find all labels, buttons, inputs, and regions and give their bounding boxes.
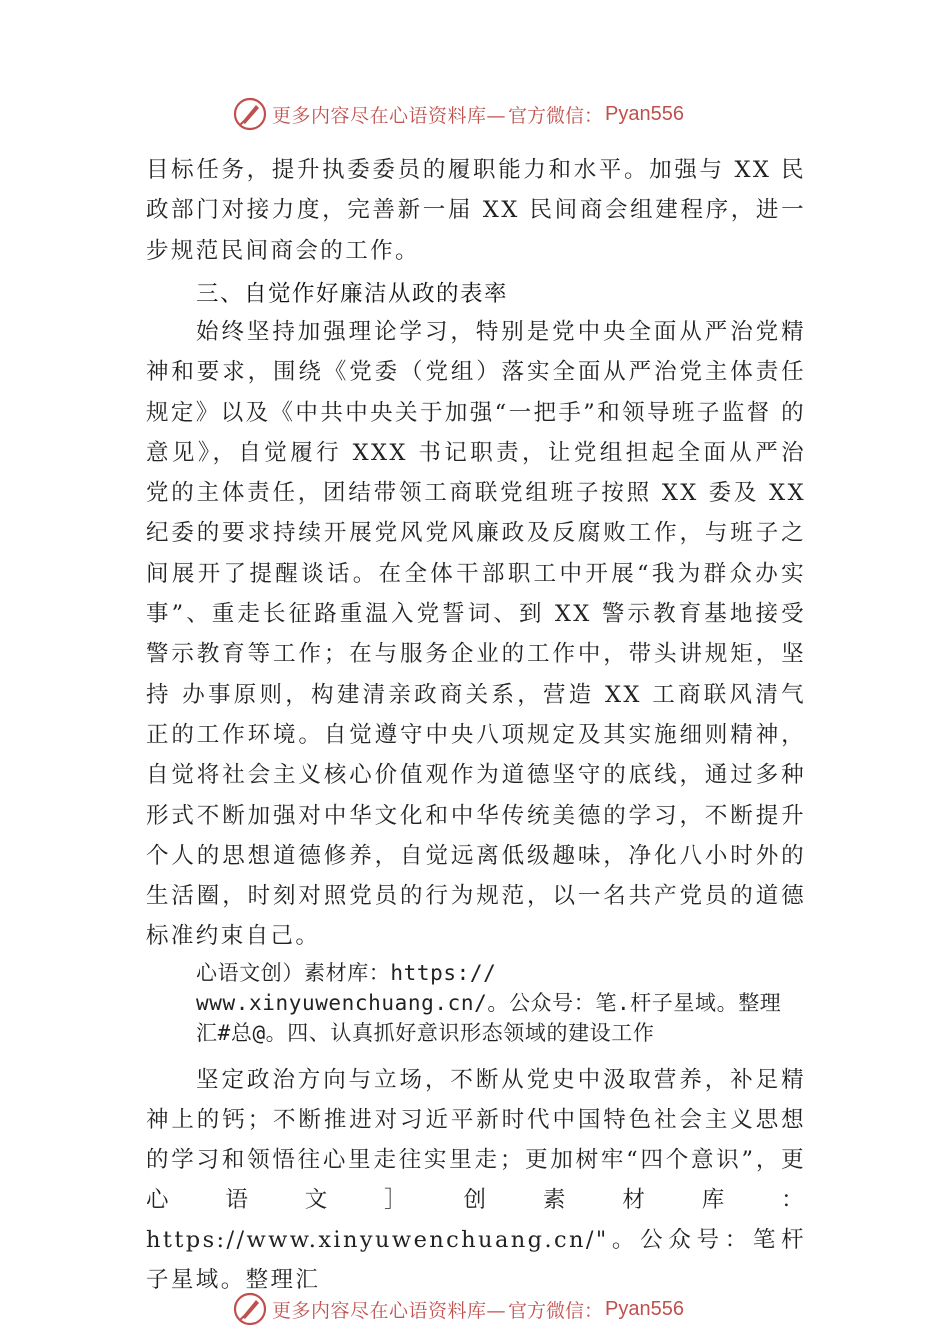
notice-line-2: www.xinyuwenchuang.cn/。公众号：笔.杆子星域。整理 (196, 991, 782, 1015)
quill-logo-icon (232, 1291, 268, 1327)
banner-wechat-id: Pyan556 (605, 1297, 684, 1320)
paragraph-main: 始终坚持加强理论学习，特别是党中央全面从严治党精神和要求，围绕《党委（党组）落实全面从严治党主体责任规定》以及《中共中央关于加强“一把手”和领导班子监督 的意见》，自觉履行 XXX 书记职责，让党组担起全面从严治党的主体责任，团结带领工商联党组班子按照 XX 委及 XX 纪委的要求持续开展党风党风廉政及反腐败工作，与班子之间展开了提醒谈话。在全体干部职工中开展“我为群众办实事”、重走长征路重温入党誓词、到 XX 警示教育基地接受警示教育等工作；在与服务企业的工作中，带头讲规矩，坚持 办事原则，构建清亲政商关系，营造 XX 工商联风清气正的工作环境。自觉遵守中央八项规定及其实施细则精神，自觉将社会主义核心价值观作为道德坚守的底线，通过多种形式不断加强对中华文化和中华传统美德的学习，不断提升个人的思想道德修养，自觉远离低级趣味，净化八小时外的生活圈，时刻对照党员的行为规范，以一名共产党员的道德标准约束自己。 (146, 319, 806, 950)
watermark-notice (196, 958, 826, 1048)
section-heading-3: 三、自觉作好廉洁从政的表率 (196, 281, 509, 307)
document-body-bottom (146, 1060, 806, 1300)
document-body-top (146, 150, 806, 271)
banner-wechat-label: 官方微信： (508, 1299, 604, 1322)
banner-text: 更多内容尽在心语资料库— (272, 104, 507, 127)
quill-logo-icon (232, 96, 268, 132)
banner-text: 更多内容尽在心语资料库— (272, 1299, 507, 1322)
paragraph-top: 目标任务，提升执委委员的履职能力和水平。加强与 XX 民政部门对接力度，完善新一届 XX 民间商会组建程序，进一步规范民间商会的工作。 (146, 157, 806, 264)
footer-watermark-banner (232, 1291, 684, 1327)
notice-line-3: 汇#总@。四、认真抓好意识形态领域的建设工作 (196, 1021, 655, 1045)
document-body-main (146, 312, 806, 957)
banner-wechat-label: 官方微信： (508, 104, 604, 127)
banner-wechat-id: Pyan556 (605, 102, 684, 125)
paragraph-last: 坚定政治方向与立场，不断从党史中汲取营养，补足精神上的钙；不断推进对习近平新时代中国特色社会主义思想的学习和领悟往心里走往实里走；更加树牢“四个意识”，更心语文］创素材库：https://www.xinyuwenchuang.cn/"。公众号：笔杆子星域。整理汇 (146, 1067, 806, 1293)
notice-line-1: 心语文创）素材库：https:// (196, 961, 497, 985)
header-watermark-banner (232, 96, 684, 132)
